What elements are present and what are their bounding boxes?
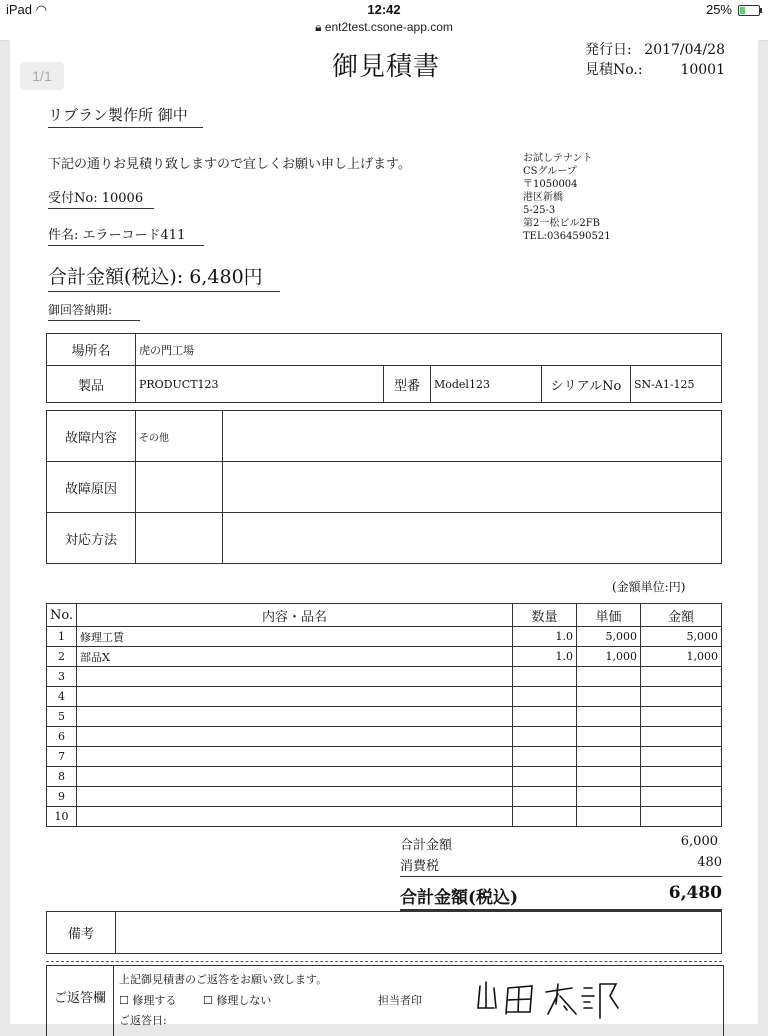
wifi-icon: ◠ bbox=[35, 2, 47, 17]
item-name bbox=[77, 807, 513, 827]
fault-content-value: その他 bbox=[136, 411, 223, 462]
item-amount bbox=[641, 727, 722, 747]
receipt-value: 10006 bbox=[101, 191, 144, 206]
reply-section bbox=[46, 965, 724, 1036]
reply-label: ご返答欄 bbox=[47, 966, 114, 1036]
recipient bbox=[48, 104, 203, 128]
option-repair[interactable] bbox=[119, 992, 176, 1008]
table-row bbox=[47, 687, 722, 707]
item-qty: 1.0 bbox=[513, 647, 577, 667]
issuer-block bbox=[523, 152, 611, 243]
item-unit-price: 5,000 bbox=[577, 627, 641, 647]
battery-icon bbox=[738, 5, 760, 16]
reply-message: 上記御見積書のご返答をお願い致します。 bbox=[119, 973, 328, 986]
item-unit-price bbox=[577, 667, 641, 687]
item-qty bbox=[513, 707, 577, 727]
product-label: 製品 bbox=[47, 366, 136, 403]
page-indicator: 1/1 bbox=[20, 62, 64, 90]
subject-label: 件名: bbox=[48, 228, 79, 243]
item-qty bbox=[513, 747, 577, 767]
table-row bbox=[47, 747, 722, 767]
fault-method-value bbox=[136, 513, 223, 564]
item-unit-price bbox=[577, 727, 641, 747]
device-label: iPad ◠ bbox=[6, 2, 47, 17]
url-text: ent2test.csone-app.com bbox=[324, 20, 453, 34]
clock: 12:42 bbox=[367, 2, 401, 17]
item-no: 7 bbox=[47, 747, 77, 767]
fault-cause-label: 故障原因 bbox=[47, 462, 136, 513]
table-row bbox=[47, 727, 722, 747]
col-qty: 数量 bbox=[513, 604, 577, 627]
table-row bbox=[47, 787, 722, 807]
quote-no: 10001 bbox=[680, 62, 725, 78]
issuer-group: CSグループ bbox=[523, 166, 577, 177]
item-qty bbox=[513, 687, 577, 707]
item-no: 8 bbox=[47, 767, 77, 787]
lock-icon: 🔒︎ bbox=[315, 20, 322, 34]
item-no: 1 bbox=[47, 627, 77, 647]
item-qty bbox=[513, 667, 577, 687]
col-unit: 単価 bbox=[577, 604, 641, 627]
subtotal-label: 合計金額 bbox=[400, 838, 453, 853]
item-amount bbox=[641, 667, 722, 687]
intro-text: 下記の通りお見積り致しますので宜しくお願い申し上げます。 bbox=[48, 157, 411, 172]
address-bar[interactable] bbox=[0, 20, 768, 41]
item-unit-price bbox=[577, 807, 641, 827]
fault-content-detail bbox=[223, 411, 722, 462]
fault-content-label: 故障内容 bbox=[47, 411, 136, 462]
item-qty bbox=[513, 787, 577, 807]
item-name bbox=[77, 687, 513, 707]
item-unit-price: 1,000 bbox=[577, 647, 641, 667]
tax-value: 480 bbox=[697, 855, 722, 870]
item-no: 6 bbox=[47, 727, 77, 747]
issuer-address3: 第2一松ビル2FB bbox=[523, 218, 601, 229]
option-no-repair[interactable] bbox=[203, 992, 271, 1008]
subject-value: エラーコード411 bbox=[82, 228, 186, 243]
totals-block bbox=[400, 834, 722, 911]
item-no: 5 bbox=[47, 707, 77, 727]
item-no: 10 bbox=[47, 807, 77, 827]
remarks-label: 備考 bbox=[47, 912, 116, 954]
checkbox-icon[interactable]: ☐ bbox=[203, 994, 213, 1007]
item-amount bbox=[641, 767, 722, 787]
item-unit-price bbox=[577, 687, 641, 707]
total-value: 6,480円 bbox=[189, 266, 263, 288]
stamp-label: 担当者印 bbox=[378, 994, 422, 1007]
issuer-address2: 5-25-3 bbox=[523, 205, 556, 216]
subject bbox=[48, 224, 204, 246]
item-unit-price bbox=[577, 787, 641, 807]
subtotal-value: 6,000 bbox=[680, 834, 718, 849]
item-qty: 1.0 bbox=[513, 627, 577, 647]
table-row bbox=[47, 647, 722, 667]
item-no: 9 bbox=[47, 787, 77, 807]
product-value: PRODUCT123 bbox=[136, 366, 384, 403]
item-unit-price bbox=[577, 747, 641, 767]
document-title: 御見積書 bbox=[332, 52, 441, 82]
item-name bbox=[77, 787, 513, 807]
location-value: 虎の門工場 bbox=[136, 334, 722, 366]
item-name bbox=[77, 667, 513, 687]
grand-total-value: 6,480 bbox=[668, 883, 722, 903]
unit-note: (金額単位:円) bbox=[612, 580, 686, 594]
item-name bbox=[77, 747, 513, 767]
item-amount bbox=[641, 687, 722, 707]
model-value: Model123 bbox=[431, 366, 542, 403]
fault-method-detail bbox=[223, 513, 722, 564]
item-no: 2 bbox=[47, 647, 77, 667]
item-name bbox=[77, 767, 513, 787]
issuer-name: お試しテナント bbox=[523, 153, 593, 164]
serial-value: SN-A1-125 bbox=[631, 366, 722, 403]
handwritten-signature bbox=[472, 974, 652, 1024]
item-name bbox=[77, 727, 513, 747]
quote-no-label: 見積No.: bbox=[585, 62, 643, 78]
fault-cause-detail bbox=[223, 462, 722, 513]
total-label: 合計金額(税込): bbox=[48, 266, 184, 288]
col-no: No. bbox=[47, 604, 77, 627]
battery-percent: 25% bbox=[705, 2, 732, 17]
issue-date: 2017/04/28 bbox=[644, 42, 725, 58]
issue-date-label: 発行日: bbox=[585, 42, 632, 58]
item-qty bbox=[513, 807, 577, 827]
col-amount: 金額 bbox=[641, 604, 722, 627]
receipt-label: 受付No: bbox=[48, 191, 98, 206]
item-qty bbox=[513, 767, 577, 787]
issue-info bbox=[585, 40, 725, 80]
item-amount bbox=[641, 707, 722, 727]
cut-line bbox=[46, 961, 722, 962]
table-row bbox=[47, 807, 722, 827]
item-no: 3 bbox=[47, 667, 77, 687]
item-amount bbox=[641, 787, 722, 807]
issuer-address1: 港区新橋 bbox=[523, 192, 563, 203]
fault-cause-value bbox=[136, 462, 223, 513]
issuer-tel: TEL:0364590521 bbox=[523, 231, 611, 242]
info-table bbox=[46, 333, 722, 403]
item-unit-price bbox=[577, 707, 641, 727]
item-amount: 1,000 bbox=[641, 647, 722, 667]
serial-label: シリアルNo bbox=[542, 366, 631, 403]
item-amount bbox=[641, 807, 722, 827]
tax-label: 消費税 bbox=[400, 859, 440, 874]
option-no-repair-label: 修理しない bbox=[216, 994, 272, 1007]
item-qty bbox=[513, 727, 577, 747]
table-row bbox=[47, 627, 722, 647]
fault-method-label: 対応方法 bbox=[47, 513, 136, 564]
table-row bbox=[47, 667, 722, 687]
recipient-suffix: 御中 bbox=[157, 106, 188, 124]
col-name: 内容・品名 bbox=[77, 604, 513, 627]
checkbox-icon[interactable]: ☐ bbox=[119, 994, 129, 1007]
item-name: 部品X bbox=[77, 647, 513, 667]
reply-deadline: 御回答納期: bbox=[48, 301, 140, 321]
option-repair-label: 修理する bbox=[132, 994, 177, 1007]
status-bar bbox=[0, 0, 768, 20]
recipient-name: リブラン製作所 bbox=[48, 106, 154, 124]
remarks-table bbox=[46, 911, 722, 954]
table-row bbox=[47, 767, 722, 787]
total-amount bbox=[48, 262, 280, 292]
remarks-value bbox=[116, 912, 722, 954]
item-unit-price bbox=[577, 767, 641, 787]
receipt-no bbox=[48, 187, 154, 209]
fault-table bbox=[46, 410, 722, 564]
item-name: 修理工賃 bbox=[77, 627, 513, 647]
location-label: 場所名 bbox=[47, 334, 136, 366]
item-amount: 5,000 bbox=[641, 627, 722, 647]
reply-date-label: ご返答日: bbox=[119, 1014, 167, 1027]
item-name bbox=[77, 707, 513, 727]
model-label: 型番 bbox=[384, 366, 431, 403]
item-amount bbox=[641, 747, 722, 767]
items-table bbox=[46, 603, 722, 827]
item-no: 4 bbox=[47, 687, 77, 707]
grand-total-label: 合計金額(税込) bbox=[400, 888, 519, 908]
issuer-postal: 〒1050004 bbox=[523, 179, 578, 190]
table-row bbox=[47, 707, 722, 727]
